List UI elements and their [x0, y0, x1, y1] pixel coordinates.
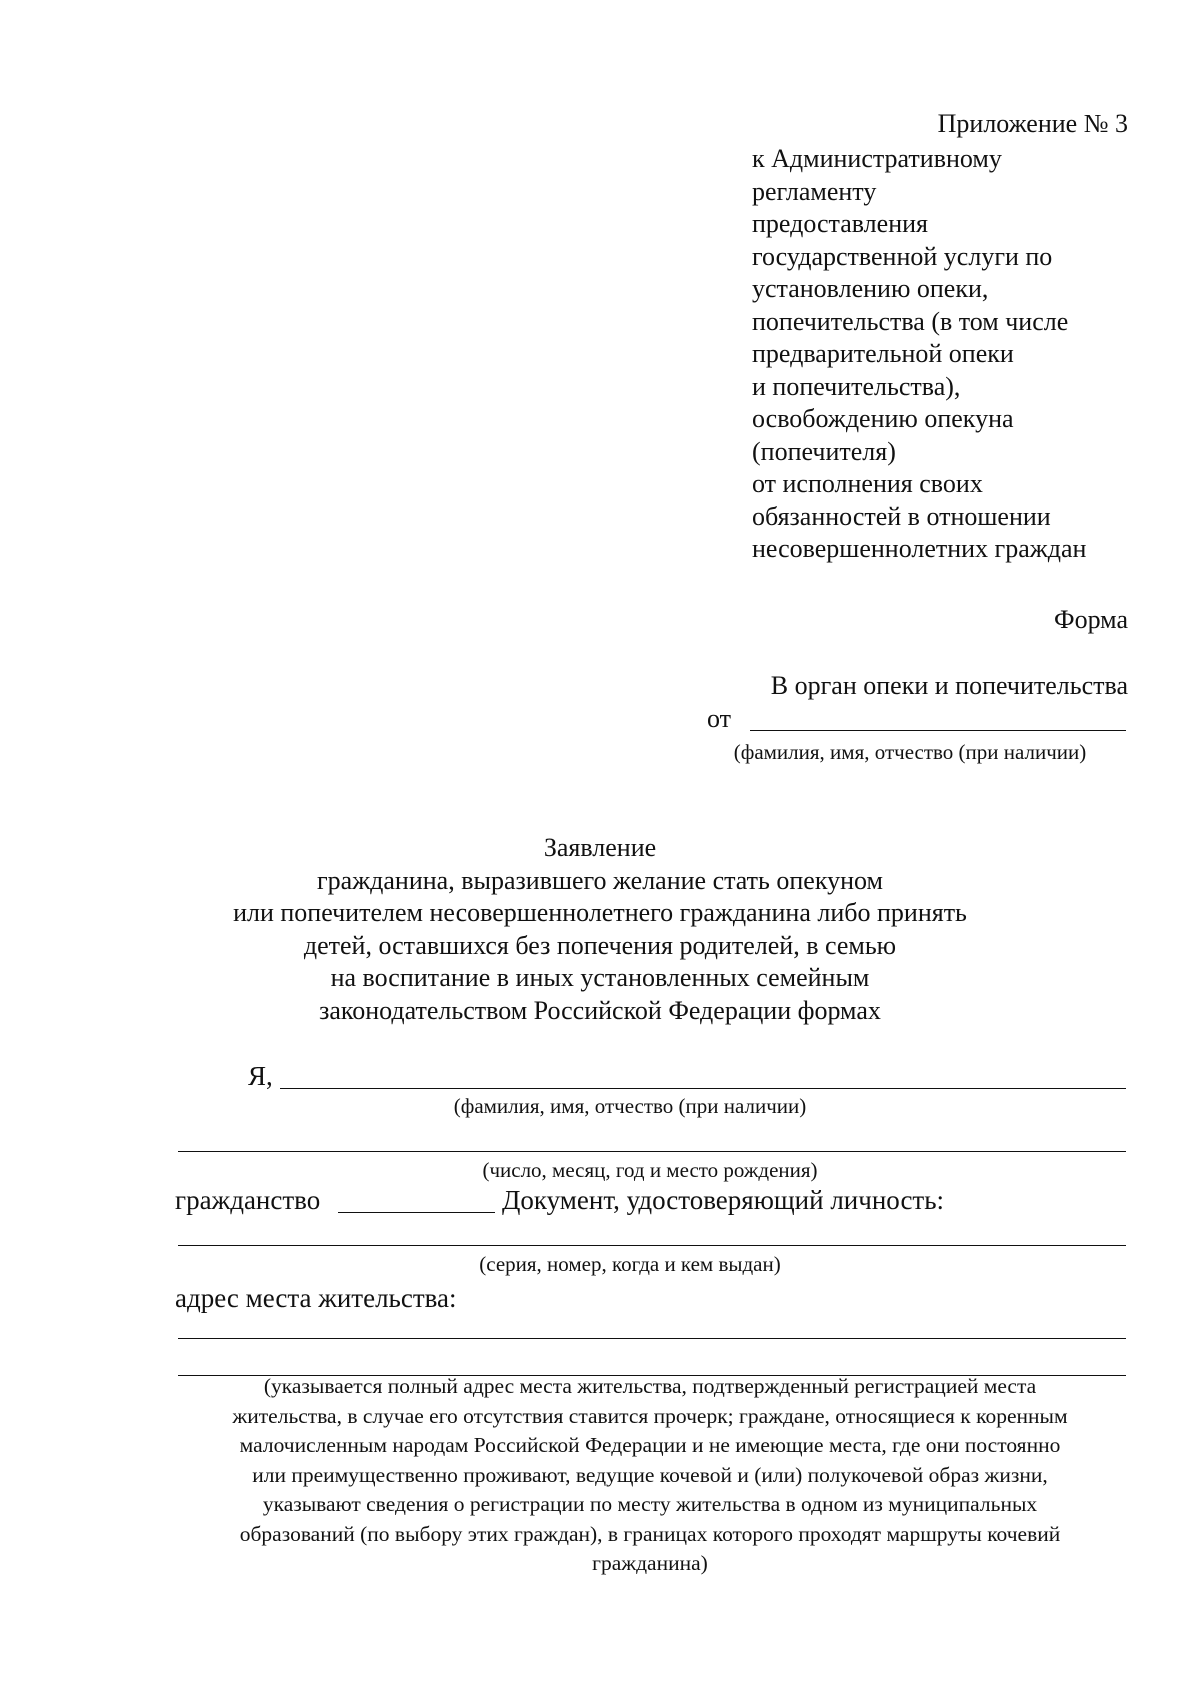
address-note-line: образований (по выбору этих граждан), в границах которого проходят маршруты кочевий — [239, 1521, 1061, 1546]
address-note-line: жительства, в случае его отсутствия ставится прочерк; граждане, относящиеся к коренным — [232, 1403, 1068, 1428]
address-note-line: (указывается полный адрес места жительства, подтвержденный регистрацией места — [263, 1374, 1037, 1398]
annex-line: от исполнения своих — [752, 469, 983, 498]
birth-caption: (число, месяц, год и место рождения) — [482, 1158, 818, 1182]
annex-line: установлению опеки, — [752, 274, 989, 303]
fio-field[interactable] — [280, 1088, 1126, 1089]
address-note-line: указывают сведения о регистрации по месту жительства в одном из муниципальных — [262, 1492, 1038, 1516]
statement-title-line: законодательством Российской Федерации формах — [319, 995, 881, 1025]
annex-line: несовершеннолетних граждан — [752, 534, 1087, 563]
statement-title-line: гражданина, выразившего желание стать опекуном — [317, 865, 883, 895]
birth-field[interactable] — [178, 1151, 1126, 1152]
annex-line: освобождению опекуна — [752, 404, 1014, 433]
address-note-line: малочисленным народам Российской Федерации и не имеющие места, где они постоянно — [239, 1433, 1061, 1457]
citizenship-label: гражданство — [175, 1185, 321, 1215]
from-caption: (фамилия, имя, отчество (при наличии) — [733, 740, 1087, 764]
annex-line: и попечительства), — [752, 371, 961, 401]
citizenship-field[interactable] — [338, 1212, 495, 1213]
i-label: Я, — [248, 1061, 273, 1091]
annex-line: (попечителя) — [752, 436, 896, 466]
document-label: Документ, удостоверяющий личность: — [502, 1185, 945, 1215]
address-note-line: гражданина) — [592, 1551, 708, 1575]
statement-title-line: на воспитание в иных установленных семейным — [330, 963, 870, 992]
annex-line: государственной услуги по — [752, 241, 1053, 271]
annex-line: попечительства (в том числе — [752, 306, 1069, 336]
annex-line: предварительной опеки — [752, 339, 1014, 368]
annex-line: к Административному — [752, 144, 1002, 173]
fio-caption: (фамилия, имя, отчество (при наличии) — [453, 1094, 807, 1118]
statement-title-line: или попечителем несовершеннолетнего гражданина либо принять — [233, 898, 967, 927]
address-note-line: или преимущественно проживают, ведущие кочевой и (или) полукочевой образ жизни, — [252, 1462, 1048, 1487]
address-label: адрес места жительства: — [175, 1283, 457, 1313]
address-note — [170, 1372, 1130, 1579]
annex-title: Приложение № 3 — [937, 109, 1128, 138]
annex-description — [752, 143, 1152, 566]
form-label: Форма — [1054, 605, 1128, 634]
document-caption: (серия, номер, когда и кем выдан) — [479, 1252, 781, 1276]
document-field[interactable] — [178, 1245, 1126, 1246]
from-name-field[interactable] — [750, 730, 1126, 731]
annex-line: обязанностей в отношении — [752, 501, 1051, 531]
annex-line: предоставления — [752, 209, 928, 238]
recipient-line: В орган опеки и попечительства — [770, 671, 1128, 700]
statement-title — [180, 832, 1020, 1027]
from-label: от — [707, 704, 732, 733]
annex-line: регламенту — [752, 176, 877, 206]
statement-heading: Заявление — [543, 833, 657, 862]
address-field-line-1[interactable] — [178, 1338, 1126, 1339]
statement-title-line: детей, оставшихся без попечения родителей, в семью — [303, 930, 897, 960]
